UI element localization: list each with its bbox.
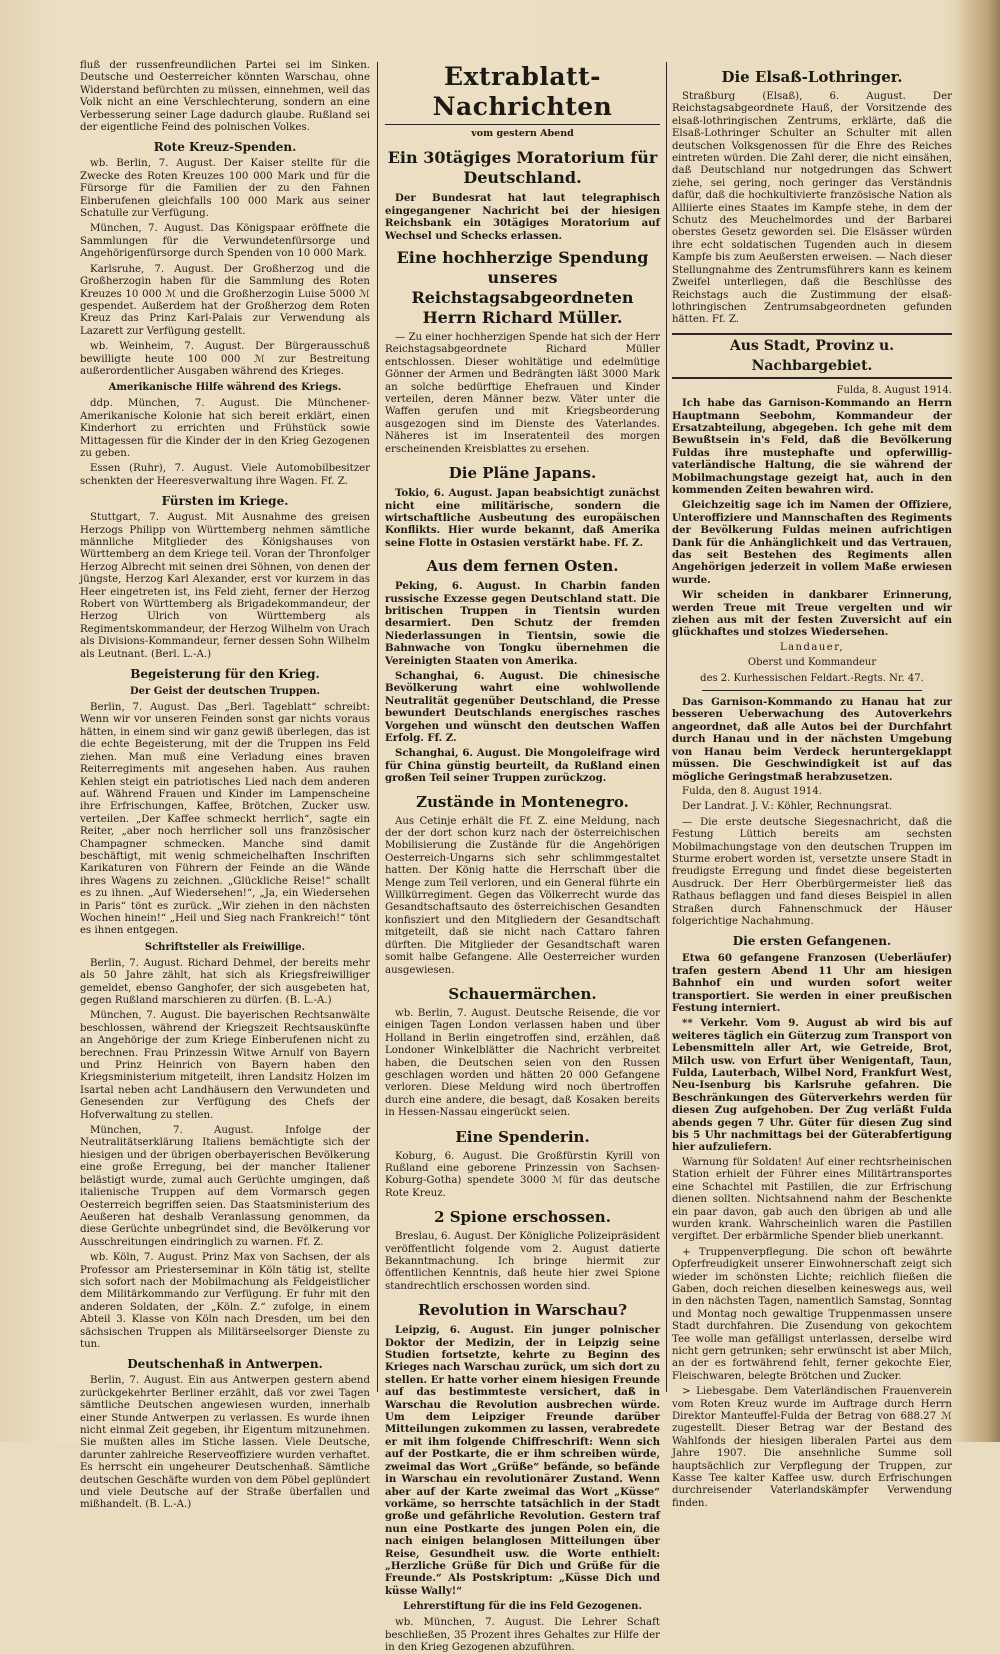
article-text: Berlin, 7. August. Ein aus Antwerpen gestern abend zurückgekehrter Berliner erzählt, daß vor zwei Tagen sämtliche Deutschen angewiesen wurden, innerhalb einer Stunde Antwerpen zu verlassen. Es wurde ihnen nicht einmal Zeit gegeben, ihr Eigentum mitzunehmen. Sie mußten alles im Stiche lassen. Viele Deutsche, darunter zahlreiche Reserveoffiziere wurden verhaftet. Es herrscht ein ungeheurer Deutschenhaß. Sämtliche deutschen Geschäfte wurden von dem Pöbel geplündert und viele Deutsche auf der Straße überfallen und mißhandelt. (B. L.-A.) xyxy=(80,1375,370,1511)
separator xyxy=(702,690,922,691)
article-text: wb. Weinheim, 7. August. Der Bürgerausschuß bewilligte heute 100 000 ℳ zur Bestreitung außerordentlicher Ausgaben während des Krieges. xyxy=(80,341,370,377)
headline: Deutschenhaß in Antwerpen. xyxy=(127,1357,323,1372)
headline: Die Pläne Japans. xyxy=(448,464,597,483)
headline: Die Elsaß-Lothringer. xyxy=(721,68,903,86)
article-text: Warnung für Soldaten! Auf einer rechtsrheinischen Station erhielt der Führer eines Militärtransportes eine Schachtel mit Pastillen, die zur Erfrischung dienen sollten. Nichtsahnend nahm der Beschenkte ein paar davon, gab auch den übrigen ab und alle wurden krank. Wahrscheinlich waren die Pastillen vergiftet. Der erbärmliche Spender blieb unerkannt. xyxy=(672,1156,952,1243)
article-text: ** Verkehr. Vom 9. August ab wird bis auf weiteres täglich ein Güterzug zum Transport von Lebensmitteln aller Art, wie Getreide, Brot, Milch usw. von Erfurt über Wenigentaft, Taun, Fulda, Lauterbach, Wilbel Nord, Frankfurt West, Neu-Isenburg bis Karlsruhe gefahren. Die Beschränkungen des Güterverkehrs werden für diesen Zug aufgehoben. Der Zug verläßt Fulda abends gegen 7 Uhr. Güter für diesen Zug sind bis 5 Uhr nachmittags bei der Güterabfertigung hier aufzuliefern. xyxy=(672,1017,952,1154)
article-text: ddp. München, 7. August. Die Münchener-Amerikanische Kolonie hat sich bereit erklärt, einen Kinderhort zu errichten und Frühstück sowie Mittagessen für die Kinder der in den Krieg Gezogenen zu geben. xyxy=(80,398,370,459)
article-text: Stuttgart, 7. August. Mit Ausnahme des greisen Herzogs Philipp von Württemberg nehmen sämtliche männliche Mitglieder des Königshauses von Württemberg an dem Kriege teil. Voran der Thronfolger Herzog Albrecht mit seinen drei Söhnen, von denen der jüngste, Herzog Karl Alexander, erst vor kurzem in das Heer eingetreten ist, ins Feld zieht, ferner der Herzog Robert von Württemberg als Brigadekommandeur, der Herzog Ulrich von Württemberg als Regimentskommandeur, der Herzog Wilhelm von Urach als Divisions-Kommandeur, ferner dessen Sohn Wilhelm als Leutnant. (Berl. L.-A.) xyxy=(80,512,370,660)
subheadline: Lehrerstiftung für die ins Feld Gezogenen. xyxy=(403,1601,642,1613)
article-text: Ich habe das Garnison-Kommando an Herrn Hauptmann Seebohm, Kommandeur der Ersatzabteilung, abgegeben. Ich gehe mit dem Bewußtsein in's Feld, daß die Bevölkerung Fuldas ihre mustерhafte und opferwillig-vaterländische Haltung, die sie während der Mobilmachungstage gezeigt hat, auch in den kommenden Zeiten bewahren wird. xyxy=(672,397,952,496)
article-text: + Truppenverpflegung. Die schon oft bewährte Opferfreudigkeit unserer Einwohnerschaft zeigt sich wieder im schönsten Lichte; reichlich fließen die Gaben, doch reichen dieselben keineswegs aus, weil in den nächsten Tagen, namentlich Samstag, Sonntag und Montag noch gewaltige Truppenmassen unsere Stadt durchfahren. Die Zusendung von gekochtem Tee wolle man gefälligst unterlassen, derselbe wird nicht gern getrunken; sehr erwünscht ist aber Milch, an der es fortwährend fehlt, ferner gekochte Eier, Fleischwaren, belegte Brötchen und Zucker. xyxy=(672,1246,952,1382)
headline: Rote Kreuz-Spenden. xyxy=(153,140,297,155)
column-left xyxy=(80,60,370,1511)
article-text: Berlin, 7. August. Das „Berl. Tageblatt“ schreibt: Wenn wir vor unseren Feinden sonst gar nichts voraus hätten, in einem sind wir ganz gewiß überlegen, das ist die echte Begeisterung, mit der die Truppen ins Feld ziehen. Man muß eine Verladung eines braven Reiterregiments mit angesehen haben. Aus rauhen Kehlen steigt ein patriotisches Lied nach dem anderen auf. Während Frauen und Kinder im Lampenscheine ihre Erfrischungen, Kaffee, Brötchen, Zucker usw. verteilen. „Der Kaffee schmeckt herrlich“, sagte ein Reiter, „aber noch herrlicher soll uns französischer Champagner schmecken. Manche sind damit beschäftigt, mit wenig schmeichelhaften Inschriften Karikaturen von Führern der Feinde an die Wände ihres Wagens zu zeichnen. „Glückliche Reise!“ schallt es zu ihnen. „Auf Wiedersehen!“, „Ja, ein Wiedersehen in Paris“ tönt es zurück. „Wir ziehen in den nächsten Wochen hinein!“ „Heil und Sieg nach Frankreich!“ tönt es ihnen entgegen. xyxy=(80,702,370,937)
headline: Schauermärchen. xyxy=(448,984,597,1003)
article-text: fluß der russenfreundlichen Partei sei im Sinken. Deutsche und Oesterreicher könnten Warschau, ohne Widerstand befürchten zu müssen, einnehmen, weil das Volk nicht an eine Verschlechterung, sondern an eine Verbesserung seiner Lage dadurch glaube. Rußland sei der eigentliche Feind des polnischen Volkes. xyxy=(80,60,370,134)
article-text: Wir scheiden in dankbarer Erinnerung, werden Treue mit Treue vergelten und wir ziehen aus mit der festen Zuversicht auf ein glückhaftes und stolzes Wiedersehen. xyxy=(672,589,952,639)
article-text: Schanghai, 6. August. Die Mongoleifrage wird für China günstig beurteilt, da Rußland einen großen Teil seiner Truppen zurückzog. xyxy=(385,747,660,785)
article-text: wb. Berlin, 7. August. Der Kaiser stellte für die Zwecke des Roten Kreuzes 100 000 Mark und für die Fürsorge für die Familien der zu den Fahnen Einberufenen gleichfalls 100 000 Mark aus seiner Schatulle zur Verfügung. xyxy=(80,158,370,220)
signature-unit: des 2. Kurhessischen Feldart.-Regts. Nr. 47. xyxy=(700,672,924,684)
article-text: Koburg, 6. August. Die Großfürstin Kyrill von Rußland eine geborene Prinzessin von Sachsen-Koburg-Gotha) spendete 3000 ℳ für das deutsche Rote Kreuz. xyxy=(385,1150,660,1199)
article-text: Der Landrat. J. V.: Köhler, Rechnungsrat. xyxy=(682,801,893,813)
headline: Die ersten Gefangenen. xyxy=(732,934,892,949)
masthead-subtitle: vom gestern Abend xyxy=(471,128,574,139)
article-text: Gleichzeitig sage ich im Namen der Offiziere, Unteroffiziere und Mannschaften des Regiments der Bevölkerung Fuldas meinen aufrichtigen Dank für die Anhänglichkeit und das Vertrauen, das seit Bestehen des Regiments allen Angehörigen jederzeit in vollem Maße erwiesen wurde. xyxy=(672,499,952,586)
subheadline: Amerikanische Hilfe während des Kriegs. xyxy=(108,382,342,394)
signature-title: Oberst und Kommandeur xyxy=(747,657,877,669)
section-header: Aus Stadt, Provinz u. Nachbargebiet. xyxy=(672,333,952,379)
headline: Aus dem fernen Osten. xyxy=(426,557,619,576)
article-text: wb. Köln, 7. August. Prinz Max von Sachsen, der als Professor am Priesterseminar in Köln tätig ist, stellte sich sofort nach der Mobilmachung als Feldgeistlicher dem Militärkommando zur Verfügung. Er fuhr mit den anderen Soldaten, der „Köln. Z.“ zufolge, in einem Abteil 3. Klasse von Köln nach Dresden, um bei den sächsischen Truppen als Militärseelsorger Dienste zu tun. xyxy=(80,1252,370,1350)
article-text: wb. München, 7. August. Die Lehrer Schaft beschließen, 35 Prozent ihres Gehaltes zur Hilfe der in den Krieg Gezogenen abzuführen. xyxy=(385,1617,660,1653)
article-text: Schanghai, 6. August. Die chinesische Bevölkerung wahrt eine wohlwollende Neutralität gegenüber Deutschland, die Presse bewundert Deutschlands energisches rasches Vorgehen und wünscht den deutschen Waffen Erfolg. Ff. Z. xyxy=(385,669,660,744)
article-text: Breslau, 6. August. Der Königliche Polizeipräsident veröffentlicht folgende vom 2. August datierte Bekanntmachung. Ich bringe hiermit zur öffentlichen Kenntnis, daß heute hier zwei Spione standrechtlich erschossen worden sind. xyxy=(385,1231,660,1292)
article-text: Der Bundesrat hat laut telegraphisch eingegangener Nachricht bei der hiesigen Reichsbank ein 30tägiges Moratorium auf Wechsel und Schecks erlassen. xyxy=(385,192,660,242)
column-right xyxy=(672,60,952,1509)
article-text: Leipzig, 6. August. Ein junger polnischer Doktor der Medizin, der in Leipzig seine Studien fortsetzte, kehrte zu Beginn des Krieges nach Warschau zurück, um sich dort zu stellen. Er hatte vorher einem hiesigen Freunde auf das bestimmteste versichert, daß in Warschau die Revolution ausbrechen würde. Um dem Leipziger Freunde darüber Mitteilungen zukommen zu lassen, verabredete er mit ihm folgende Chiffreschrift: Wenn sich auf der Postkarte, die er ihm schreiben würde, zweimal das Wort „Grüße“ befände, so befände in Warschau ein revolutionärer Zustand. Wenn aber auf der Karte zweimal das Wort „Küsse“ vorkäme, so herrschte tatsächlich in der Stadt große und gefährliche Revolution. Gestern traf nun eine Postkarte des jungen Polen ein, die nach einigen belanglosen Mitteilungen über Reise, Gesundheit usw. die Worte enthielt: „Herzliche Grüße für Dich und Grüße für die Freunde.“ Als Postskriptum: „Küsse Dich und küsse Wally!“ xyxy=(385,1324,660,1597)
article-text: München, 7. August. Die bayerischen Rechtsanwälte beschlossen, während der Kriegszeit Rechtsauskünfte an Angehörige der zum Kriege Einberufenen nicht zu berechnen. Frau Prinzessin Witwe Arnulf von Bayern und Prinz Heinrich von Bayern haben den Kriegsministerium mitgeteilt, ihren Landsitz Holzen im Isartal neben acht Landhäusern den Verwundeten und Genesenden zur Verfügung des Chefs der Hofverwaltung zu stellen. xyxy=(80,1010,370,1121)
article-text: — Die erste deutsche Siegesnachricht, daß die Festung Lüttich bereits am sechsten Mobilmachungstage von den deutschen Truppen im Sturme erobert worden ist, versetzte unsere Stadt in freudigste Erregung und findet diese begeisterten Ausdruck. Der Herr Oberbürgermeister ließ das Rathaus beflaggen und fand dieses Beispiel in allen Straßen durch Fahnenschmuck der Häuser folgerichtige Nachahmung. xyxy=(672,816,952,927)
column-middle xyxy=(385,60,660,1653)
article-text: München, 7. August. Infolge der Neutralitätserklärung Italiens bemächtigte sich der hiesigen und der übrigen oberbayerischen Bevölkerung eine große Erregung, bei der mancher Italiener belästigt wurde, zumal auch Gerüchte umgingen, daß italienische Truppen auf dem Vormarsch gegen Oesterreich begriffen seien. Das Staatsministerium des Aeußeren hat deshalb Veranlassung genommen, da diese Gerüchte unbegründet sind, die Bevölkerung vor Ausschreitungen eindringlich zu warnen. Ff. Z. xyxy=(80,1125,370,1248)
article-text: Berlin, 7. August. Richard Dehmel, der bereits mehr als 50 Jahre zählt, hat sich als Kriegsfreiwilliger gemeldet, ebenso Ganghofer, der sich ausgebeten hat, gegen Rußland marschieren zu dürfen. (B. L.-A.) xyxy=(80,957,370,1006)
headline: Begeisterung für den Krieg. xyxy=(130,667,320,682)
subheadline: Schriftsteller als Freiwillige. xyxy=(144,941,306,953)
article-text: wb. Berlin, 7. August. Deutsche Reisende, die vor einigen Tagen London verlassen haben und über Holland in Berlin eingetroffen sind, erzählen, daß Londoner Winkelblätter die Nachricht verbreitet haben, die Deutschen seien von den Russen geschlagen worden und hätten 20 000 Gefangene verloren. Diese Meldung wird noch übertroffen durch eine andere, die besagt, daß Kosaken bereits in Hessen-Nassau eingerückt seien. xyxy=(385,1007,660,1119)
article-text: Etwa 60 gefangene Franzosen (Ueberläufer) trafen gestern Abend 11 Uhr am hiesigen Bahnhof ein und wurden sofort weiter transportiert. Sie werden in einer preußischen Festung interniert. xyxy=(672,952,952,1014)
article-text: Fulda, den 8. August 1914. xyxy=(682,785,822,797)
article-text: Peking, 6. August. In Charbin fanden russische Exzesse gegen Deutschland statt. Die britischen Truppen in Tientsin wurden desarmiert. Den Schutz der fremden Niederlassungen in Tientsin, sowie die Bahnwache von Tongku übernehmen die Vereinigten Staaten von Amerika. xyxy=(385,580,660,667)
subheadline: Der Geist der deutschen Truppen. xyxy=(129,686,321,698)
article-text: Essen (Ruhr), 7. August. Viele Automobilbesitzer schenkten der Heeresverwaltung ihre Wagen. Ff. Z. xyxy=(80,463,370,487)
page-edge-shadow xyxy=(954,0,1000,1442)
article-text: > Liebesgabe. Dem Vaterländischen Frauenverein vom Roten Kreuz wurde im Auftrage durch Herrn Direktor Manteuffel-Fulda der Betrag von 688.27 ℳ zugestellt. Dieser Betrag war der Bestand des Wahlfonds der hiesigen liberalen Partei aus dem Jahre 1907. Die ansehnliche Summe soll hauptsächlich zur Verpflegung der Truppen, zur Kasse Tee kalter Kaffee usw. durch Erfrischungen durchreisender Vaterlandskämpfer Verwendung finden. xyxy=(672,1386,952,1509)
headline: Revolution in Warschau? xyxy=(418,1301,627,1320)
article-text: Das Garnison-Kommando zu Hanau hat zur besseren Ueberwachung des Autoverkehrs angeordnet, daß alle Autos bei der Durchfahrt durch Hanau und in der nächsten Umgebung von Hanau beim Verdeck heruntergeklappt müssen. Die Geschwindigkeit ist auf das mögliche Geringstmaß herabzusetzen. xyxy=(672,696,952,783)
column-rule xyxy=(666,62,667,1392)
headline: Eine hochherzige Spendung unseres Reichstagsabgeordneten Herrn Richard Müller. xyxy=(396,248,649,328)
masthead-title: Extrablatt-Nachrichten xyxy=(385,62,660,125)
article-text: — Zu einer hochherzigen Spende hat sich der Herr Reichstagsabgeordnete Richard Müller entschlossen. Dieser wohltätige und edelmütige Gönner der Armen und Bedrängten läßt 3000 Mark an solche bedürftige Ehefrauen und Kinder verteilen, deren Männer bezw. Väter unter die Waffen gerufen und mit Kriegsbeorderung ausgezogen sind im Dienste des Vaterlandes. Näheres ist im Inseratenteil des morgen erscheinenden Kreisblattes zu ersehen. xyxy=(385,332,660,455)
article-text: Tokio, 6. August. Japan beabsichtigt zunächst nicht eine militärische, sondern die wirtschaftliche Ausbeutung des europäischen Konflikts. Hier wurde bekannt, daß Amerika seine Flotte in Ostasien verstärkt habe. Ff. Z. xyxy=(385,487,660,549)
article-text: Aus Cetinje erhält die Ff. Z. eine Meldung, nach der der dort schon kurz nach der österreichischen Mobilisierung die Zustände für die Angehörigen Oesterreich-Ungarns sich sehr schlimmgestaltet hatten. Der König hatte die Herrschaft über die Menge zum Teil verloren, und ein General führte ein Willkürregiment. Gegen das Völkerrecht wurde das Gesandtschaftsauto des österreichischen Gesandten konfisziert und den Mitgliedern der Gesandtschaft mitgeteilt, daß sie nicht nach Cattaro fahren dürften. Die Mitglieder der Gesandtschaft waren somit halbe Gefangene. Alle Oesterreicher wurden ausgewiesen. xyxy=(385,815,660,976)
headline: 2 Spione erschossen. xyxy=(434,1208,611,1227)
article-text: München, 7. August. Das Königspaar eröffnete die Sammlungen für die Verwundetenfürsorge und Angehörigenfürsorge durch Spenden von 10 000 Mark. xyxy=(80,223,370,260)
headline: Fürsten im Kriege. xyxy=(161,494,289,509)
headline: Eine Spenderin. xyxy=(455,1127,590,1146)
dateline: Fulda, 8. August 1914. xyxy=(836,384,952,396)
article-text: Karlsruhe, 7. August. Der Großherzog und die Großherzogin haben für die Sammlung des Roten Kreuzes 10 000 ℳ und die Großherzogin Luise 5000 ℳ gespendet. Außerdem hat der Großherzog dem Roten Kreuz das Prinz Karl-Palais zur Verwendung als Lazarett zur Verfügung gestellt. xyxy=(80,263,370,337)
headline: Zustände in Montenegro. xyxy=(416,792,629,811)
article-text: Straßburg (Elsaß), 6. August. Der Reichstagsabgeordnete Hauß, der Vorsitzende des elsaß-lothringischen Zentrums, erklärte, daß die Elsaß-Lothringer Schulter an Schulter mit allen deutschen Volksgenossen für die Ehre des Reiches eintreten würden. Die Zahl derer, die nicht einsähen, daß Deutschland nur notgedrungen das Schwert ziehe, sei gering, noch geringer das Verständnis dafür, daß die hochkultivierte französische Nation als Alliierte eines Staates im Kampfe stehe, in dem der Schutz des Meuchelmordes und der Barbarei oberstes Gesetz geworden sei. Die Elsässer würden ihre echt soldatischen Tugenden auch in diesem Kampfe bis zum Aeußersten erweisen. — Nach dieser Stellungnahme des Zentrumsführers kann es keinem Zweifel unterliegen, daß die Beschlüsse des Reichstags auch die Zustimmung der elsaß-lothringischen Zentrumsabgeordneten gefunden hätten. Ff. Z. xyxy=(672,91,952,326)
column-rule xyxy=(377,62,378,1392)
headline: Ein 30tägiges Moratorium für Deutschland. xyxy=(387,148,658,188)
signature-name: Landauer, xyxy=(779,641,845,653)
